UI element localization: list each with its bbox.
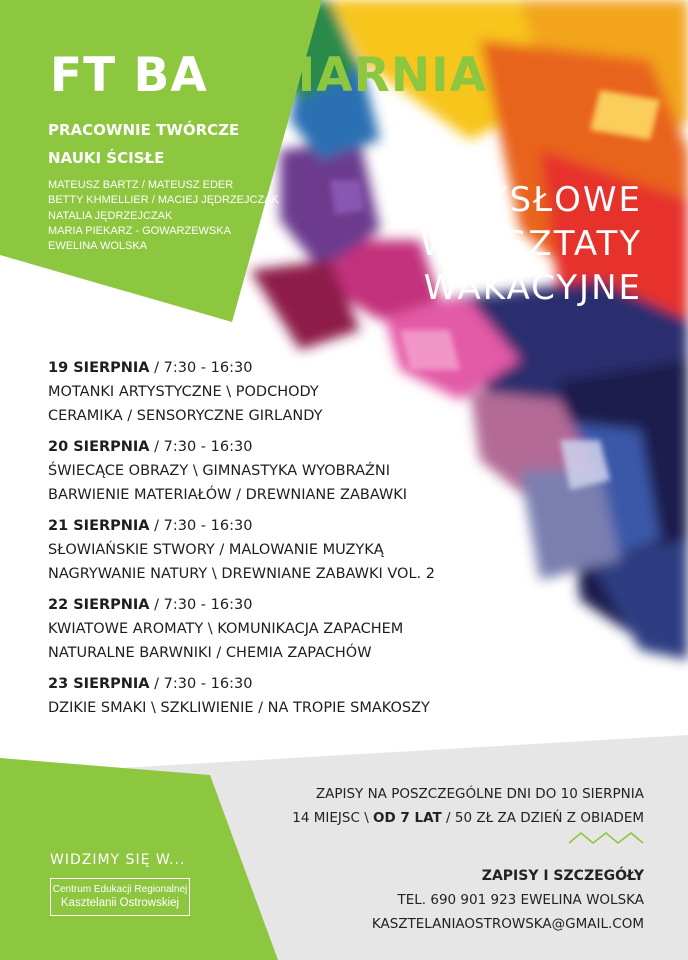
team-member: BETTY KHMELLIER / MACIEJ JĘDRZEJCZAK [48, 194, 279, 207]
day-date: 22 SIERPNIA [48, 597, 150, 613]
workshop-line: ŚWIECĄCE OBRAZY \ GIMNASTYKA WYOBRAŹNI [48, 463, 391, 479]
organizer-logo [50, 878, 190, 916]
workshop-line: NAGRYWANIE NATURY \ DREWNIANE ZABAWKI VOL. 2 [48, 566, 435, 582]
team-member: MARIA PIEKARZ - GOWARZEWSKA [48, 224, 231, 237]
poster-title: FT BARWIARNIA [50, 48, 488, 103]
workshop-line: BARWIENIE MATERIAŁÓW / DREWNIANE ZABAWKI [48, 487, 408, 503]
day-date: 21 SIERPNIA [48, 518, 150, 534]
headline-line: WARSZTATY [420, 224, 642, 264]
age-limit: OD 7 LAT [373, 810, 442, 826]
team-member: EWELINA WOLSKA [48, 240, 148, 253]
team-member: NATALIA JĘDRZEJCZAK [48, 209, 173, 222]
zigzag-decoration-icon [568, 831, 644, 845]
subtitle-workshops: PRACOWNIE TWÓRCZE [48, 121, 240, 139]
contact-email: KASZTELANIAOSTROWSKA@GMAIL.COM [371, 916, 644, 932]
contact-heading: ZAPISY I SZCZEGÓŁY [481, 868, 644, 884]
headline-line: WAKACYJNE [423, 268, 642, 308]
workshop-line: DZIKIE SMAKI \ SZKLIWIENIE / NA TROPIE SMAKOSZY [48, 700, 430, 716]
day-time: / 7:30 - 16:30 [149, 676, 253, 692]
day-time: / 7:30 - 16:30 [149, 597, 253, 613]
schedule-day [48, 356, 435, 428]
subtitle-science: NAUKI ŚCISŁE [48, 149, 165, 167]
headline-line: ZMYSŁOWE [430, 180, 642, 220]
day-time: / 7:30 - 16:30 [149, 439, 253, 455]
workshop-line: NATURALNE BARWNIKI / CHEMIA ZAPACHÓW [48, 645, 372, 661]
see-you-text: WIDZIMY SIĘ W... [50, 852, 186, 868]
team-member: MATEUSZ BARTZ / MATEUSZ EDER [48, 179, 234, 191]
day-date: 23 SIERPNIA [48, 676, 150, 692]
day-date: 19 SIERPNIA [48, 360, 150, 376]
logo-line: Centrum Edukacji Regionalnej [52, 884, 188, 895]
day-time: / 7:30 - 16:30 [149, 360, 253, 376]
workshop-line: MOTANKI ARTYSTYCZNE \ PODCHODY [48, 384, 319, 400]
places-age-price: 14 MIEJSC \ OD 7 LAT / 50 ZŁ ZA DZIEŃ Z OBIADEM [292, 810, 644, 826]
registration-deadline: ZAPISY NA POSZCZEGÓLNE DNI DO 10 SIERPNIA [315, 786, 644, 802]
workshop-line: SŁOWIAŃSKIE STWORY / MALOWANIE MUZYKĄ [48, 542, 384, 558]
contact-phone: TEL. 690 901 923 EWELINA WOLSKA [397, 892, 644, 908]
team-list [48, 178, 279, 254]
schedule-day [48, 593, 435, 665]
logo-line: Kasztelanii Ostrowskiej [60, 897, 180, 909]
day-time: / 7:30 - 16:30 [149, 518, 253, 534]
headline [420, 178, 642, 310]
workshop-line: KWIATOWE AROMATY \ KOMUNIKACJA ZAPACHEM [48, 621, 404, 637]
schedule-day [48, 672, 435, 720]
schedule [48, 356, 435, 727]
workshop-line: CERAMIKA / SENSORYCZNE GIRLANDY [48, 408, 323, 424]
registration-info [292, 782, 644, 936]
schedule-day [48, 514, 435, 586]
schedule-day [48, 435, 435, 507]
day-date: 20 SIERPNIA [48, 439, 150, 455]
